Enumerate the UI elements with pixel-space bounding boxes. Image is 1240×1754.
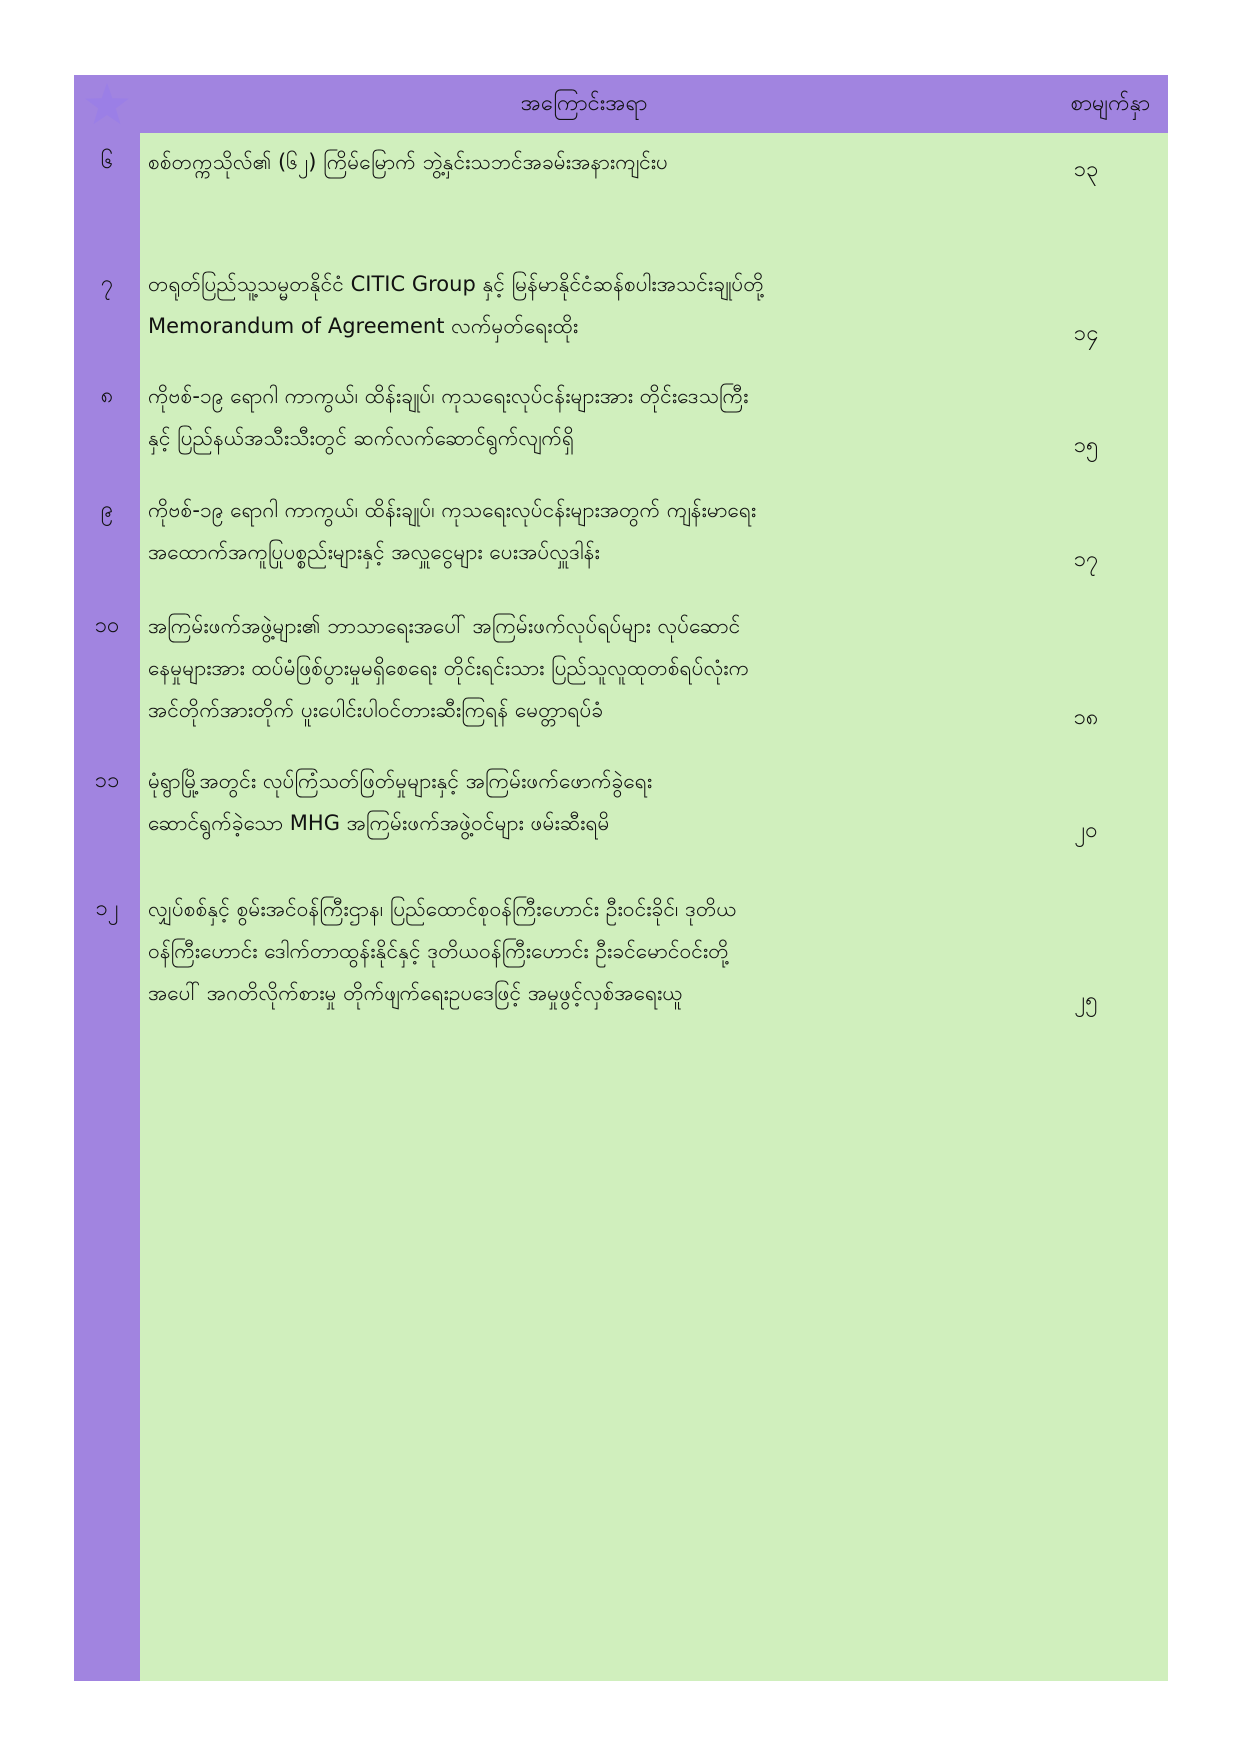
entry-title-line: ကိုဗစ်-၁၉ ရောဂါ ကာကွယ်၊ ထိန်းချုပ်၊ ကုသရေးလုပ်ငန်းများအား တိုင်းဒေသကြီး [148,384,749,408]
entry-title-line: တရုတ်ပြည်သူ့သမ္မတနိုင်ငံ CITIC Group နှင့် မြန်မာနိုင်ငံဆန်စပါးအသင်းချုပ်တို့ [148,272,764,296]
entry-title [148,141,1048,183]
entry-title [148,489,1048,573]
entry-title-line: စစ်တက္ကသိုလ်၏ (၆၂) ကြိမ်မြောက် ဘွဲ့နှင်းသဘင်အခမ်းအနားကျင်းပ [148,150,669,174]
entry-number: ၁၂ [95,896,119,921]
entry-page-number: ၂၅ [1074,988,1098,1013]
entry-title-line: ကိုဗစ်-၁၉ ရောဂါ ကာကွယ်၊ ထိန်းချုပ်၊ ကုသရေးလုပ်ငန်းများအတွက် ကျန်းမာရေး [148,498,757,522]
entry-title-line: အထောက်အကူပြုပစ္စည်းများနှင့် အလှူငွေများ ပေးအပ်လှူဒါန်း [148,540,600,564]
header-page-label: စာမျက်နှာ [1070,91,1150,116]
entry-title-line: အပေါ် အဂတိလိုက်စားမှု တိုက်ဖျက်ရေးဥပဒေဖြင့် အမှုဖွင့်လှစ်အရေးယူ [148,981,683,1005]
entry-page-number: ၂၀ [1074,818,1098,843]
entry-title-line: လျှပ်စစ်နှင့် စွမ်းအင်ဝန်ကြီးဌာန၊ ပြည်ထောင်စုဝန်ကြီးဟောင်း ဦးဝင်းခိုင်၊ ဒုတိယ [148,897,737,921]
entry-title [148,375,1048,459]
entry-page-number: ၁၈ [1073,705,1099,730]
entry-title [148,263,1048,347]
entry-title-line: မုံရွာမြို့အတွင်း လုပ်ကြံသတ်ဖြတ်မှုများနှင့် အကြမ်းဖက်ဖောက်ခွဲရေး [148,769,653,793]
entry-number: ၉ [100,497,114,522]
entry-page-number: ၁၇ [1073,547,1099,572]
entry-title-line: နှင့် ပြည်နယ်အသီးသီးတွင် ဆက်လက်ဆောင်ရွက်လျက်ရှိ [148,426,575,450]
entry-number: ၈ [100,383,114,408]
star-icon [74,75,140,133]
table-of-contents [74,75,1168,1681]
side-column [74,75,140,1681]
entry-title-line: နေမှုများအား ထပ်မံဖြစ်ပွားမှုမရှိစေရေး တိုင်းရင်းသား ပြည်သူလူထုတစ်ရပ်လုံးက [148,656,750,680]
entry-number: ၁၀ [94,613,120,638]
entry-title-line: Memorandum of Agreement လက်မှတ်ရေးထိုး [148,314,579,338]
entry-title-line: ဆောင်ရွက်ခဲ့သော MHG အကြမ်းဖက်အဖွဲ့ဝင်များ ဖမ်းဆီးရမိ [148,811,610,835]
header-row [140,75,1168,133]
entry-title [148,760,1048,844]
entry-page-number: ၁၄ [1073,321,1099,346]
header-title: အကြောင်းအရာ [520,91,648,116]
entry-title-line: အကြမ်းဖက်အဖွဲ့များ၏ ဘာသာရေးအပေါ် အကြမ်းဖက်လုပ်ရပ်များ လုပ်ဆောင် [148,614,741,638]
entry-title-line: အင်တိုက်အားတိုက် ပူးပေါင်းပါဝင်တားဆီးကြရန် မေတ္တာရပ်ခံ [148,698,604,722]
entry-page-number: ၁၅ [1073,433,1099,458]
entry-title [148,605,1048,731]
entry-number: ၆ [100,149,114,174]
entry-number: ၁၁ [94,768,120,793]
entry-number: ၇ [100,271,114,296]
entry-title [148,888,1048,1014]
entry-page-number: ၁၃ [1073,157,1099,182]
entry-title-line: ဝန်ကြီးဟောင်း ဒေါက်တာထွန်းနိုင်နှင့် ဒုတိယဝန်ကြီးဟောင်း ဦးခင်မောင်ဝင်းတို့ [148,939,729,963]
